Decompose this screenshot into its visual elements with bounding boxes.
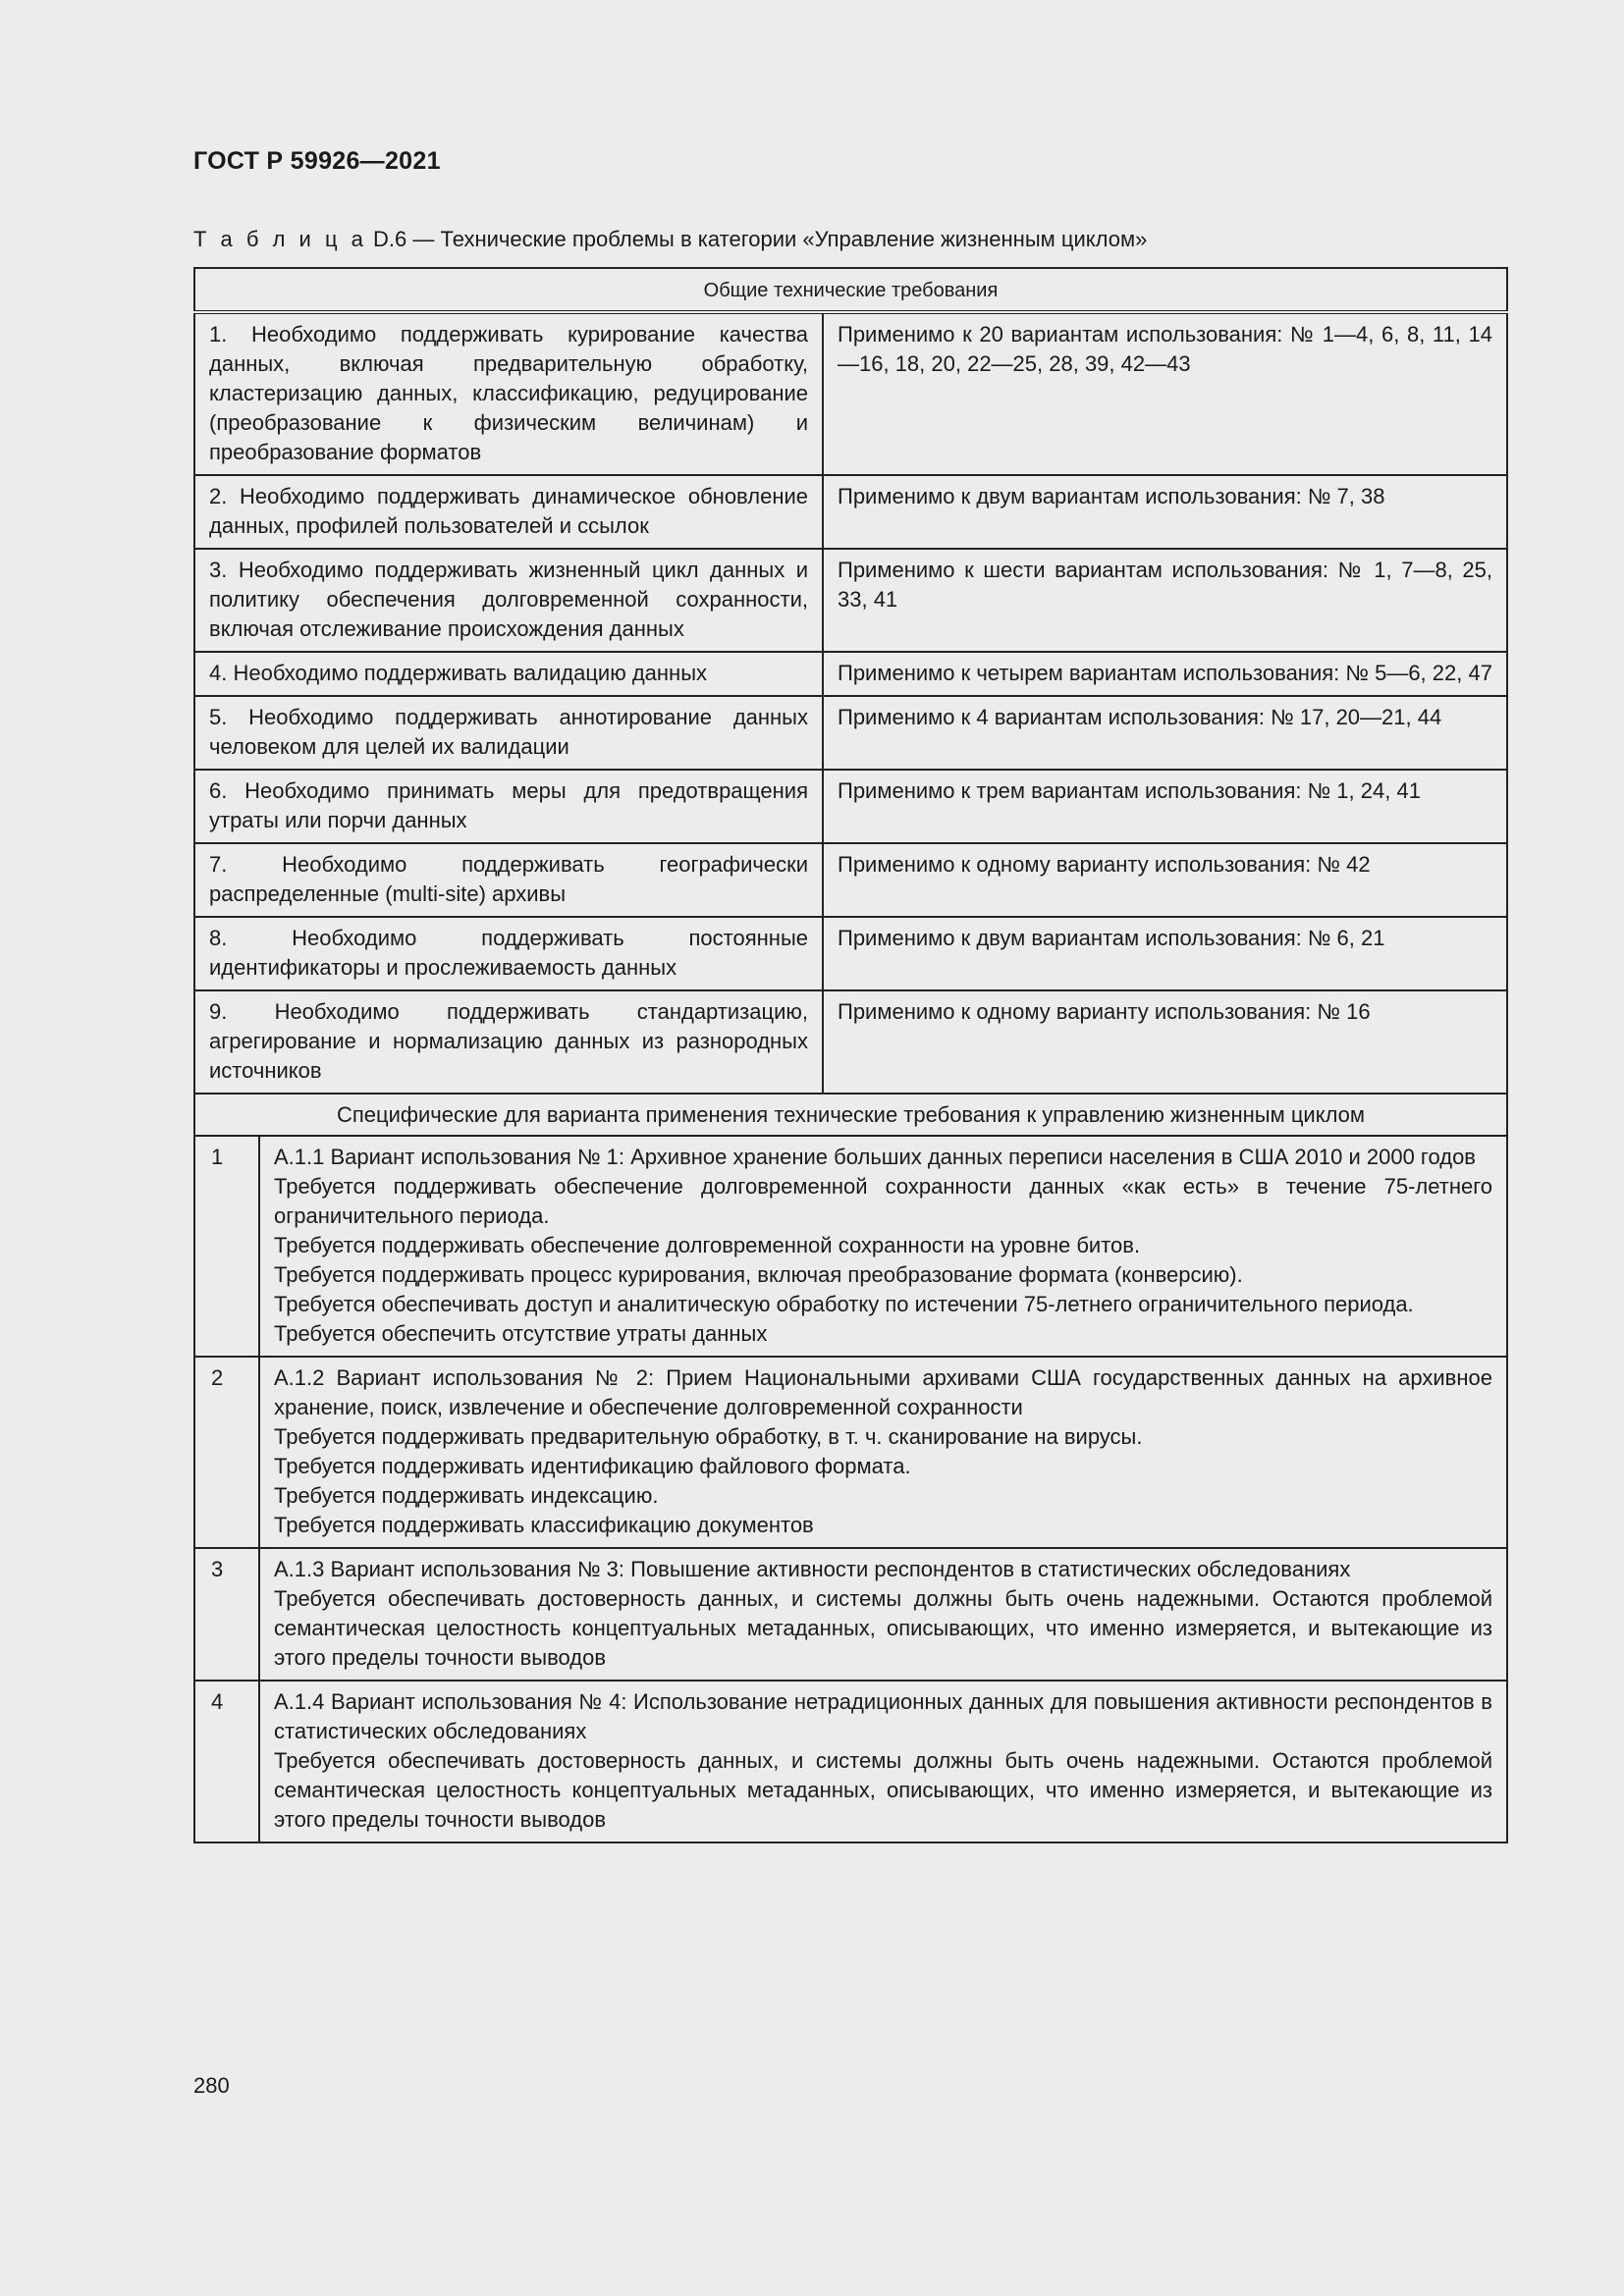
use-case-number: 1 [194,1136,259,1357]
applicability-cell: Применимо к одному варианту использования: № 16 [823,990,1507,1094]
general-heading-row [194,268,1507,312]
requirement-cell: 7. Необходимо поддерживать географически распределенные (multi-site) архивы [194,843,823,917]
use-case-line: Требуется поддерживать обеспечение долговременной сохранности данных «как есть» в течение 75-летнего ограничительного периода. [274,1174,1492,1228]
use-case-line: Требуется обеспечить отсутствие утраты данных [274,1321,768,1346]
use-case-description [259,1357,1507,1548]
table-row [194,990,1507,1094]
use-case-line: Требуется поддерживать идентификацию файлового формата. [274,1454,911,1478]
use-case-line: Требуется поддерживать индексацию. [274,1483,659,1508]
table-caption [193,227,1147,252]
applicability-cell: Применимо к 20 вариантам использования: № 1—4, 6, 8, 11, 14—16, 18, 20, 22—25, 28, 39, 42—43 [823,312,1507,475]
requirement-cell: 5. Необходимо поддерживать аннотирование данных человеком для целей их валидации [194,696,823,770]
table-row [194,843,1507,917]
specific-heading-row [194,1094,1507,1136]
use-case-line: Требуется поддерживать классификацию документов [274,1513,814,1537]
requirement-cell: 3. Необходимо поддерживать жизненный цикл данных и политику обеспечения долговременной сохранности, включая отслеживание происхождения данных [194,549,823,652]
applicability-cell: Применимо к двум вариантам использования: № 6, 21 [823,917,1507,990]
requirement-cell: 4. Необходимо поддерживать валидацию данных [194,652,823,696]
use-case-line: Требуется поддерживать предварительную обработку, в т. ч. сканирование на вирусы. [274,1424,1143,1449]
requirement-cell: 6. Необходимо принимать меры для предотвращения утраты или порчи данных [194,770,823,843]
use-case-line: А.1.3 Вариант использования № 3: Повышение активности респондентов в статистических обследованиях [274,1557,1351,1581]
table-row [194,312,1507,475]
use-case-number: 4 [194,1681,259,1842]
use-case-row [194,1357,1507,1548]
table-row [194,917,1507,990]
specific-heading: Специфические для варианта применения технические требования к управлению жизненным циклом [194,1094,1507,1136]
use-case-line: Требуется обеспечивать достоверность данных, и системы должны быть очень надежными. Остаются проблемой семантическая целостность концептуальных метаданных, описывающих, что именно измеряется, и вытекающие из этого пределы точности выводов [274,1586,1492,1670]
applicability-cell: Применимо к двум вариантам использования: № 7, 38 [823,475,1507,549]
use-case-number: 3 [194,1548,259,1681]
table-row [194,652,1507,696]
use-case-description [259,1681,1507,1842]
requirement-cell: 1. Необходимо поддерживать курирование качества данных, включая предварительную обработку, кластеризацию данных, классификацию, редуцирование (преобразование к физическим величинам) и преобразование форматов [194,312,823,475]
use-case-line: Требуется обеспечивать достоверность данных, и системы должны быть очень надежными. Остаются проблемой семантическая целостность концептуальных метаданных, описывающих, что именно измеряется, и вытекающие из этого пределы точности выводов [274,1748,1492,1832]
document-header: ГОСТ Р 59926—2021 [193,147,441,175]
general-heading: Общие технические требования [194,268,1507,312]
use-case-line: Требуется поддерживать процесс курирования, включая преобразование формата (конверсию). [274,1262,1243,1287]
table-caption-prefix: Т а б л и ц а [193,227,367,251]
applicability-cell: Применимо к шести вариантам использования: № 1, 7—8, 25, 33, 41 [823,549,1507,652]
use-case-line: Требуется обеспечивать доступ и аналитическую обработку по истечении 75-летнего ограничительного периода. [274,1292,1414,1316]
table-caption-text: D.6 — Технические проблемы в категории «Управление жизненным циклом» [373,227,1148,251]
use-case-line: А.1.4 Вариант использования № 4: Использование нетрадиционных данных для повышения активности респондентов в статистических обследованиях [274,1689,1492,1743]
page-number: 280 [193,2073,230,2098]
use-case-line: Требуется поддерживать обеспечение долговременной сохранности на уровне битов. [274,1233,1141,1257]
table-row [194,696,1507,770]
use-case-number: 2 [194,1357,259,1548]
use-case-row [194,1548,1507,1681]
use-case-row [194,1681,1507,1842]
applicability-cell: Применимо к 4 вариантам использования: № 17, 20—21, 44 [823,696,1507,770]
use-case-row [194,1136,1507,1357]
use-case-description [259,1136,1507,1357]
requirement-cell: 8. Необходимо поддерживать постоянные идентификаторы и прослеживаемость данных [194,917,823,990]
applicability-cell: Применимо к четырем вариантам использования: № 5—6, 22, 47 [823,652,1507,696]
table-row [194,770,1507,843]
use-case-line: А.1.1 Вариант использования № 1: Архивное хранение больших данных переписи населения в США 2010 и 2000 годов [274,1145,1476,1169]
applicability-cell: Применимо к одному варианту использования: № 42 [823,843,1507,917]
table-row [194,475,1507,549]
requirement-cell: 9. Необходимо поддерживать стандартизацию, агрегирование и нормализацию данных из разнородных источников [194,990,823,1094]
lifecycle-table [193,267,1508,1843]
use-case-description [259,1548,1507,1681]
applicability-cell: Применимо к трем вариантам использования: № 1, 24, 41 [823,770,1507,843]
requirement-cell: 2. Необходимо поддерживать динамическое обновление данных, профилей пользователей и ссылок [194,475,823,549]
table-row [194,549,1507,652]
use-case-line: А.1.2 Вариант использования № 2: Прием Национальными архивами США государственных данных на архивное хранение, поиск, извлечение и обеспечение долговременной сохранности [274,1365,1492,1419]
